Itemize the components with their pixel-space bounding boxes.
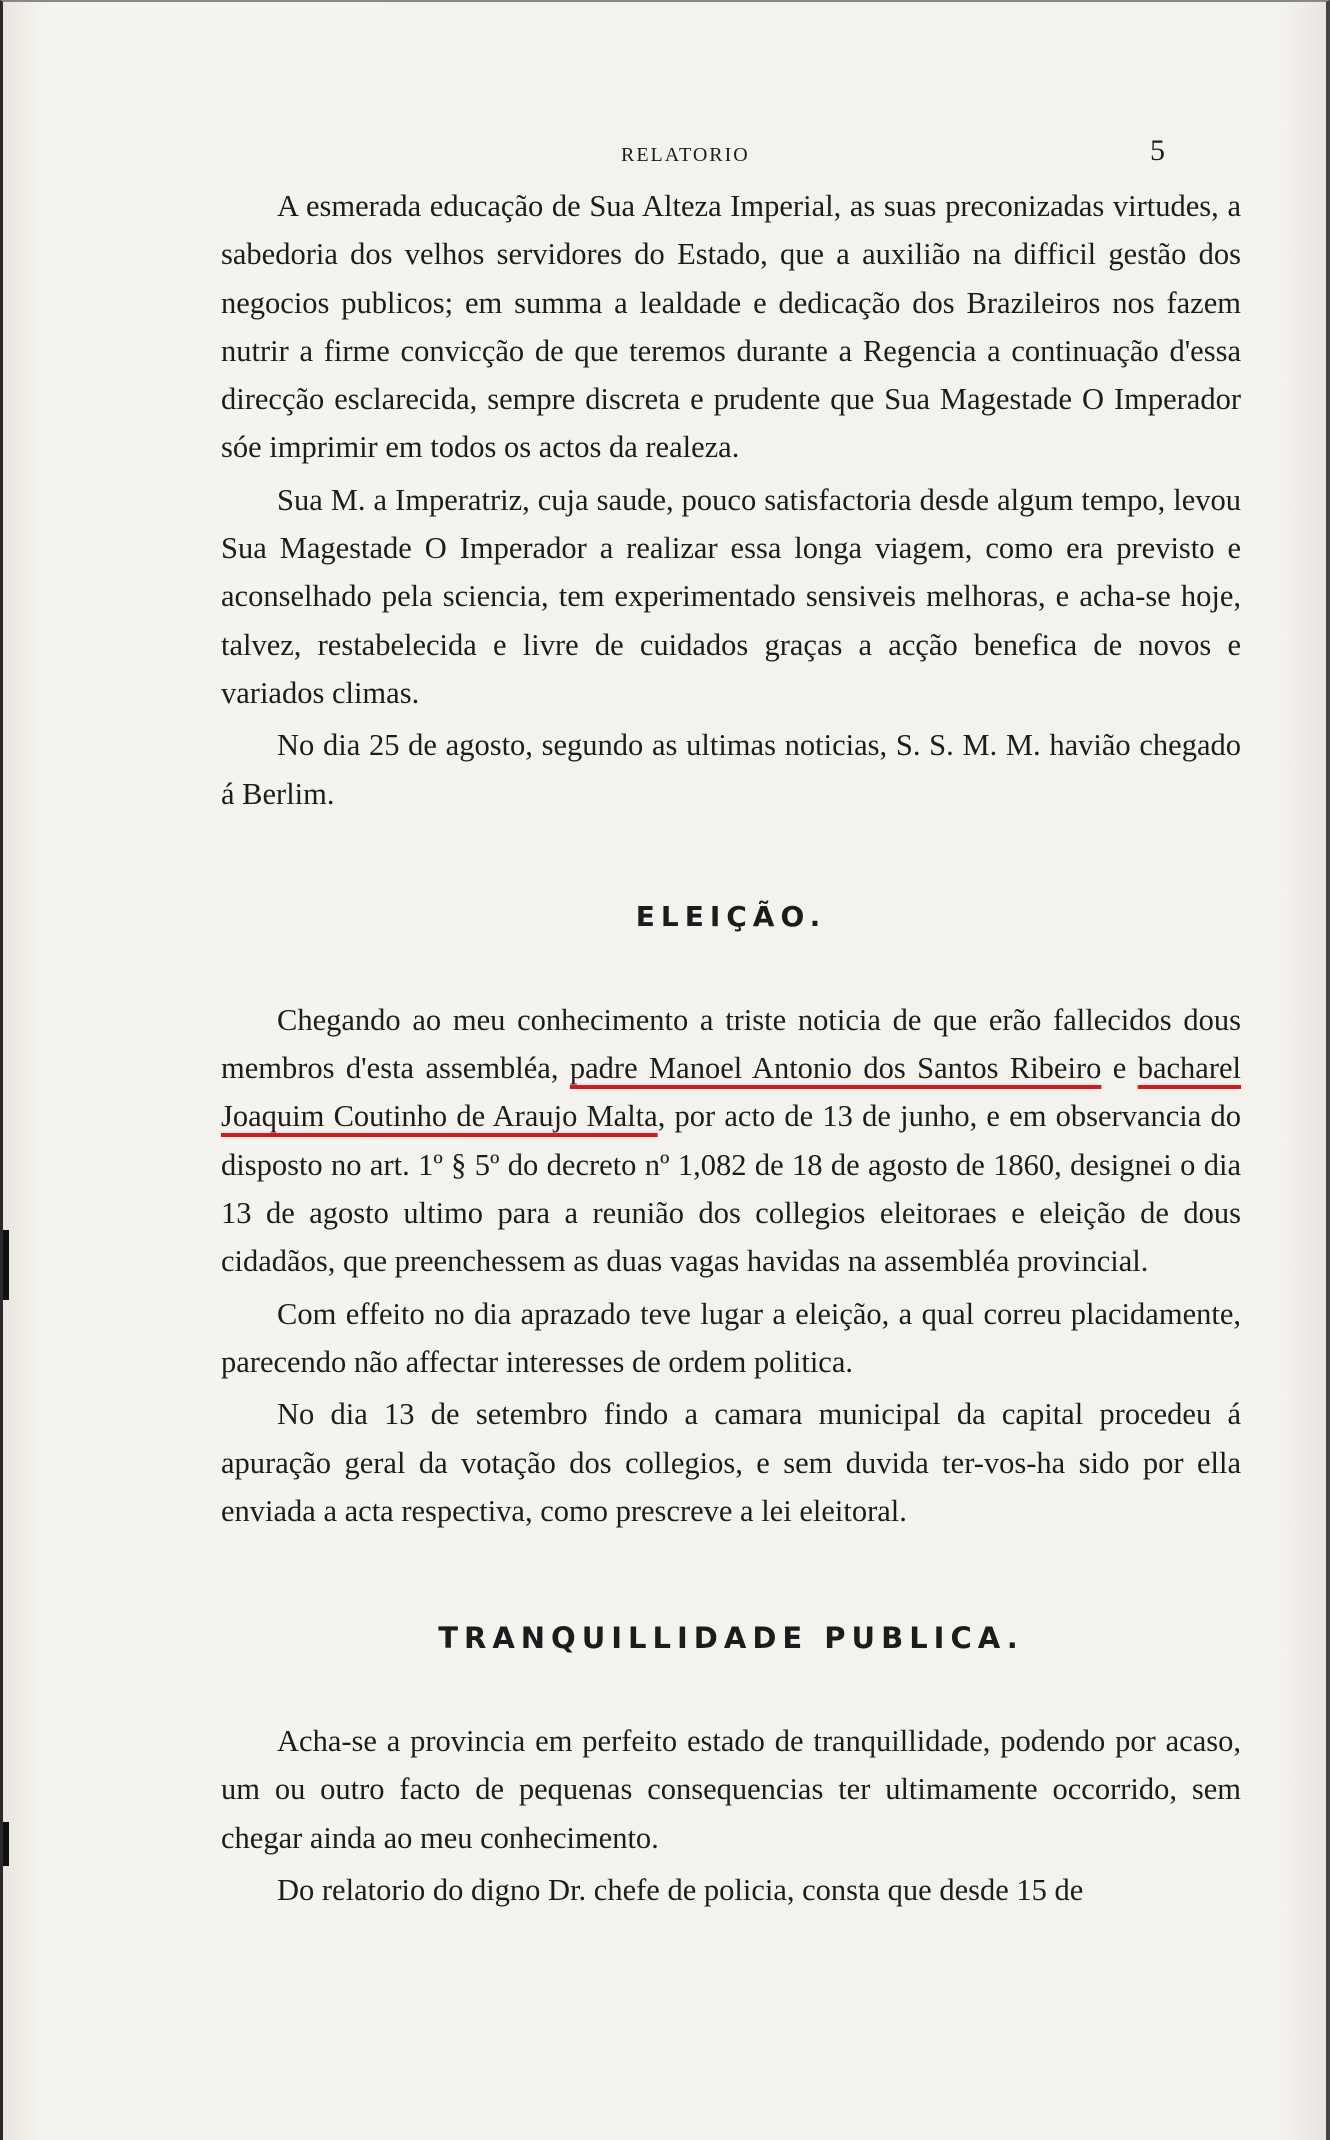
running-title: RELATORIO	[621, 144, 750, 166]
vacancies-text-start: Chegando ao meu conhecimento a triste noticia de que erão fallecidos dous membros d'esta assembléa,	[221, 1002, 1241, 1086]
section-heading-eleicao: ELEIÇÃO.	[635, 899, 827, 933]
binding-edge-mark	[3, 1822, 9, 1866]
paragraph-berlin-news: No dia 25 de agosto, segundo as ultimas noticias, S. S. M. M. havião chegado á Berlim.	[221, 728, 1241, 811]
page-number: 5	[1150, 134, 1165, 167]
page-content	[221, 130, 1241, 1914]
paragraph-province-peace: Acha-se a provincia em perfeito estado de tranquillidade, podendo por acaso, um ou outro facto de pequenas consequencias ter ultimamente occorrido, sem chegar ainda ao meu conhecimento.	[221, 1724, 1241, 1855]
paragraph-police-report: Do relatorio do digno Dr. chefe de policia, consta que desde 15 de	[277, 1873, 1084, 1908]
paragraph-regency: A esmerada educação de Sua Alteza Imperial, as suas preconizadas virtudes, a sabedoria dos velhos servidores do Estado, que a auxilião na difficil gestão dos negocios publicos; em summa a lealdade e dedicação dos Brazileiros nos fazem nutrir a firme convicção de que teremos durante a Regencia a continuação d'essa direcção esclarecida, sempre discreta e prudente que Sua Magestade O Imperador sóe imprimir em todos os actos da realeza.	[221, 189, 1241, 465]
vacancies-text-mid: e	[1101, 1051, 1138, 1086]
binding-edge-mark	[3, 1230, 9, 1300]
vacancies-text-end: , por acto de 13 de junho, e em observancia do disposto no art. 1º § 5º do decreto nº 1,082 de 18 de agosto de 1860, designei o dia 13 de agosto ultimo para a reunião dos collegios eleitoraes e eleição de dous cidadãos, que preenchessem as duas vagas havidas na assembléa provincial.	[221, 1099, 1241, 1279]
paragraph-election-held: Com effeito no dia aprazado teve lugar a eleição, a qual correu placidamente, parecendo não affectar interesses de ordem politica.	[221, 1296, 1241, 1379]
paragraph-empress-health: Sua M. a Imperatriz, cuja saude, pouco satisfactoria desde algum tempo, levou Sua Magestade O Imperador a realizar essa longa viagem, como era previsto e aconselhado pela sciencia, tem experimentado sensiveis melhoras, e acha-se hoje, talvez, restabelecida e livre de cuidados graças a acção benefica de novos e variados climas.	[221, 482, 1241, 710]
eleicao-section	[221, 996, 1241, 1535]
paragraph-vote-count: No dia 13 de setembro findo a camara municipal da capital procedeu á apuração geral da votação dos collegios, e sem duvida ter-vos-ha sido por ella enviada a acta respectiva, como prescreve a lei eleitoral.	[221, 1397, 1241, 1528]
underlined-name-ribeiro: padre Manoel Antonio dos Santos Ribeiro	[569, 1051, 1102, 1086]
running-head	[221, 130, 1241, 170]
intro-section	[221, 182, 1241, 818]
paragraph-vacancies	[221, 996, 1241, 1286]
section-heading-tranquillidade: TRANQUILLIDADE PUBLICA.	[438, 1621, 1024, 1656]
underlined-name-malta: bacharel Joaquim Coutinho de Araujo Malta	[221, 1051, 1242, 1134]
tranquillidade-section	[221, 1717, 1241, 1914]
